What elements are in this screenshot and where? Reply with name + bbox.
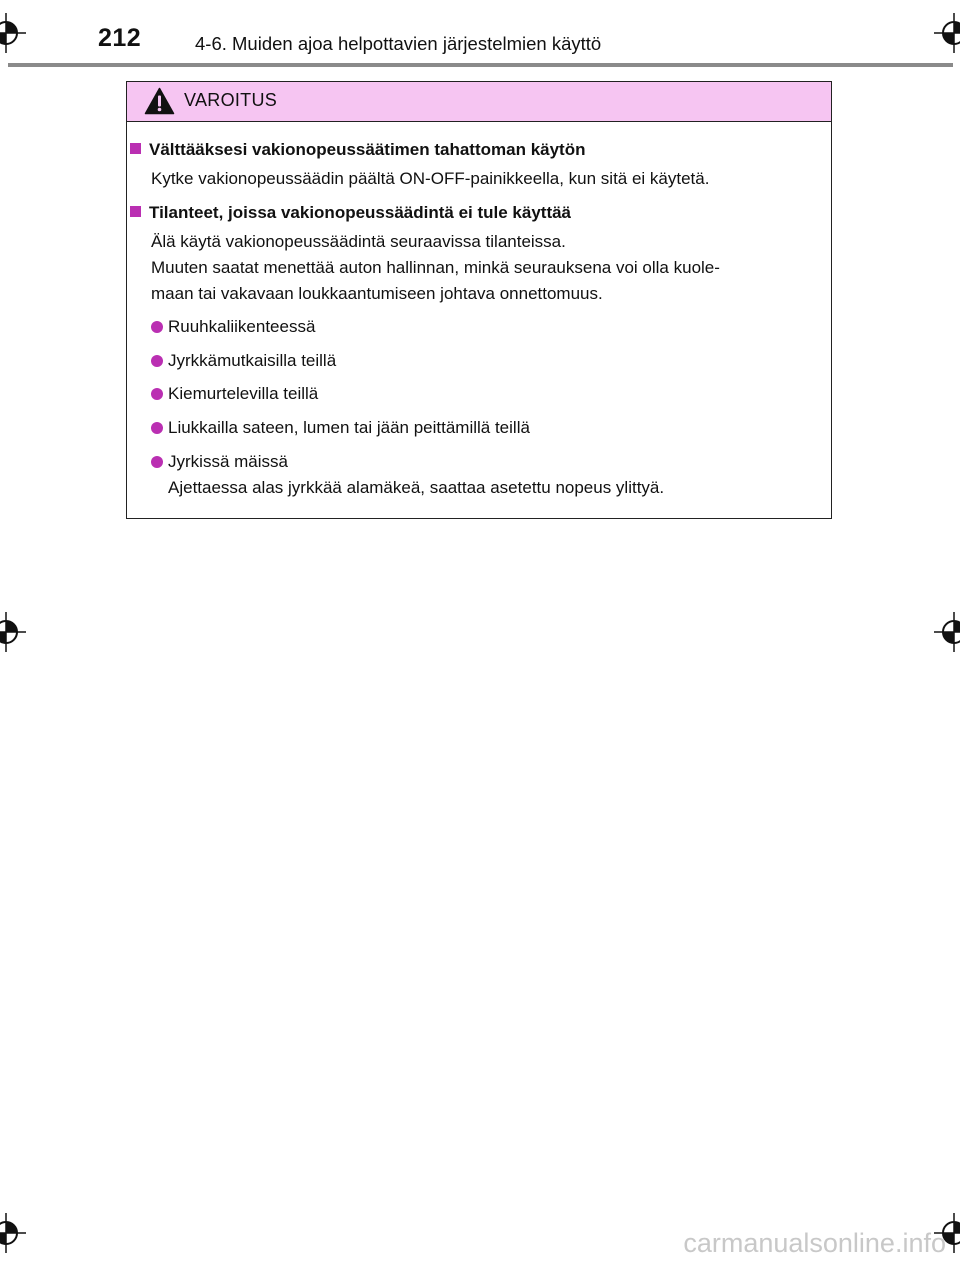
list-item-detail: Ajettaessa alas jyrkkää alamäkeä, saattaa asetettu nopeus ylittyä. bbox=[168, 478, 665, 497]
list-item-text: Kiemurtelevilla teillä bbox=[168, 384, 319, 403]
registration-mark-icon bbox=[0, 13, 26, 53]
square-bullet-icon bbox=[130, 206, 141, 217]
section-heading bbox=[130, 141, 586, 158]
header-divider bbox=[8, 63, 953, 67]
circle-bullet-icon bbox=[151, 388, 163, 400]
list-item-text: Liukkailla sateen, lumen tai jään peittämillä teillä bbox=[168, 418, 530, 437]
list-item bbox=[151, 415, 530, 441]
warning-title: VAROITUS bbox=[184, 90, 278, 110]
section-heading-text: Välttääksesi vakionopeussäätimen tahattoman käytön bbox=[149, 140, 586, 159]
list-item-text: Jyrkissä mäissä bbox=[168, 452, 288, 471]
list-item-text: Jyrkkämutkaisilla teillä bbox=[168, 351, 337, 370]
section-heading bbox=[130, 204, 571, 221]
circle-bullet-icon bbox=[151, 321, 163, 333]
warning-triangle-icon bbox=[144, 87, 175, 115]
watermark: carmanualsonline.info bbox=[683, 1228, 946, 1258]
registration-mark-icon bbox=[934, 13, 960, 53]
body-paragraph: Muuten saatat menettää auton hallinnan, minkä seurauksena voi olla kuole- bbox=[151, 258, 720, 277]
list-item bbox=[151, 449, 288, 475]
warning-box bbox=[126, 81, 832, 519]
section-heading-text: Tilanteet, joissa vakionopeussäädintä ei tule käyttää bbox=[149, 203, 572, 222]
body-paragraph: maan tai vakavaan loukkaantumiseen johtava onnettomuus. bbox=[151, 284, 603, 303]
circle-bullet-icon bbox=[151, 355, 163, 367]
warning-header bbox=[127, 82, 831, 122]
registration-mark-icon bbox=[934, 612, 960, 652]
square-bullet-icon bbox=[130, 143, 141, 154]
list-item-text: Ruuhkaliikenteessä bbox=[168, 317, 316, 336]
circle-bullet-icon bbox=[151, 422, 163, 434]
section-title: 4-6. Muiden ajoa helpottavien järjestelmien käyttö bbox=[195, 33, 602, 54]
circle-bullet-icon bbox=[151, 456, 163, 468]
list-item bbox=[151, 381, 318, 407]
list-item bbox=[151, 314, 315, 340]
list-item bbox=[151, 348, 336, 374]
page-number: 212 bbox=[98, 24, 142, 52]
body-paragraph: Kytke vakionopeussäädin päältä ON-OFF-painikkeella, kun sitä ei käytetä. bbox=[151, 169, 710, 188]
registration-mark-icon bbox=[0, 1213, 26, 1253]
registration-mark-icon bbox=[0, 612, 26, 652]
body-paragraph: Älä käytä vakionopeussäädintä seuraavissa tilanteissa. bbox=[151, 232, 566, 251]
